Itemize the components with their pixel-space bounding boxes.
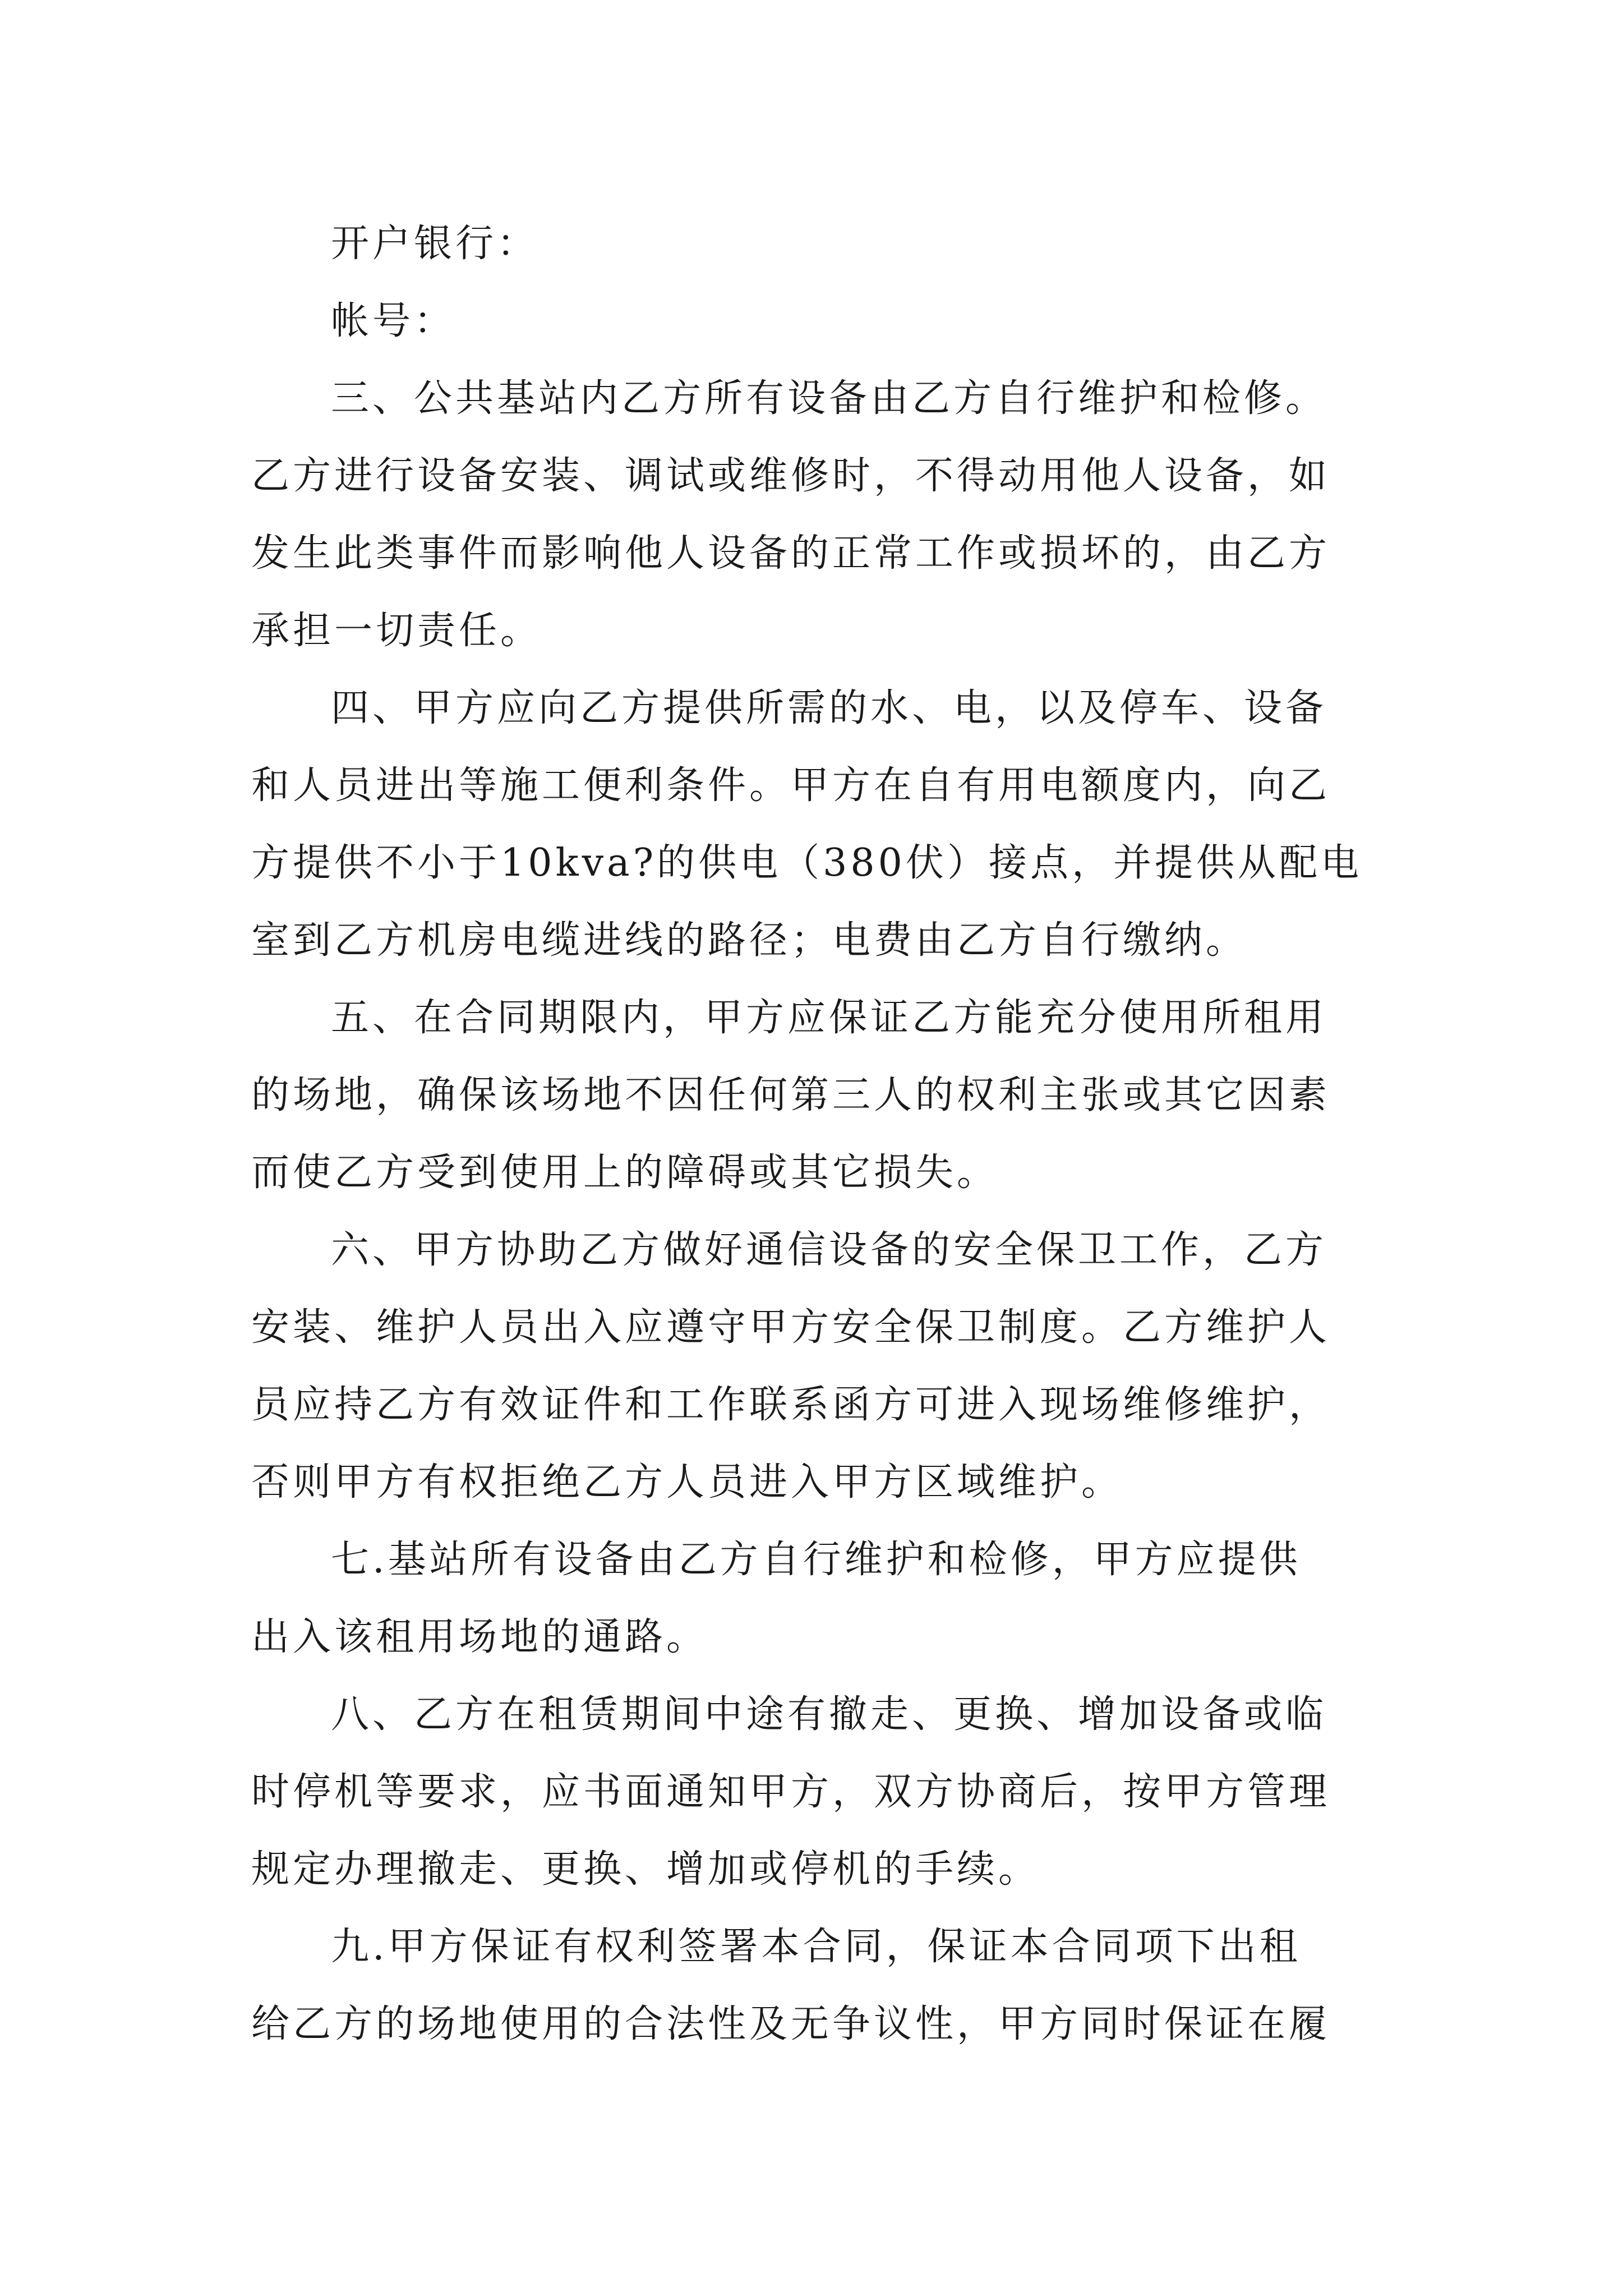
clause-6-line-4: 否则甲方有权拒绝乙方人员进入甲方区域维护。 bbox=[251, 1460, 1123, 1504]
clause-9-line-1: 九.甲方保证有权利签署本合同，保证本合同项下出租 bbox=[331, 1925, 1301, 1969]
clause-8-line-3: 规定办理撤走、更换、增加或停机的手续。 bbox=[251, 1847, 1040, 1892]
account-label-line: 帐号： bbox=[331, 299, 456, 343]
clause-3-line-3: 发生此类事件而影响他人设备的正常工作或损坏的，由乙方 bbox=[251, 531, 1331, 576]
clause-3-line-4: 承担一切责任。 bbox=[251, 609, 542, 653]
clause-4-line-2: 和人员进出等施工便利条件。甲方在自有用电额度内，向乙 bbox=[251, 763, 1331, 808]
clause-5-line-3: 而使乙方受到使用上的障碍或其它损失。 bbox=[251, 1151, 999, 1195]
clause-8-line-1: 八、乙方在租赁期间中途有撤走、更换、增加设备或临 bbox=[331, 1692, 1327, 1737]
clause-4-line-1: 四、甲方应向乙方提供所需的水、电，以及停车、设备 bbox=[331, 686, 1327, 730]
clause-8-line-2: 时停机等要求，应书面通知甲方，双方协商后，按甲方管理 bbox=[251, 1770, 1331, 1814]
clause-6-line-1: 六、甲方协助乙方做好通信设备的安全保卫工作，乙方 bbox=[331, 1228, 1327, 1272]
clause-4-line-4: 室到乙方机房电缆进线的路径；电费由乙方自行缴纳。 bbox=[251, 918, 1248, 963]
clause-7-line-1: 七.基站所有设备由乙方自行维护和检修，甲方应提供 bbox=[331, 1538, 1301, 1582]
clause-5-line-2: 的场地，确保该场地不因任何第三人的权利主张或其它因素 bbox=[251, 1073, 1331, 1117]
clause-6-line-3: 员应持乙方有效证件和工作联系函方可进入现场维修维护， bbox=[251, 1383, 1331, 1427]
clause-7-line-2: 出入该租用场地的通路。 bbox=[251, 1615, 708, 1659]
clause-6-line-2: 安装、维护人员出入应遵守甲方安全保卫制度。乙方维护人 bbox=[251, 1305, 1331, 1350]
clause-4-line-3: 方提供不小于10kva?的供电（380伏）接点，并提供从配电 bbox=[251, 841, 1362, 885]
clause-5-line-1: 五、在合同期限内，甲方应保证乙方能充分使用所租用 bbox=[331, 996, 1327, 1040]
clause-3-line-1: 三、公共基站内乙方所有设备由乙方自行维护和检修。 bbox=[331, 376, 1327, 421]
bank-label-line: 开户银行： bbox=[331, 222, 539, 266]
clause-3-line-2: 乙方进行设备安装、调试或维修时，不得动用他人设备，如 bbox=[251, 454, 1331, 498]
clause-9-line-2: 给乙方的场地使用的合法性及无争议性，甲方同时保证在履 bbox=[251, 2002, 1331, 2046]
